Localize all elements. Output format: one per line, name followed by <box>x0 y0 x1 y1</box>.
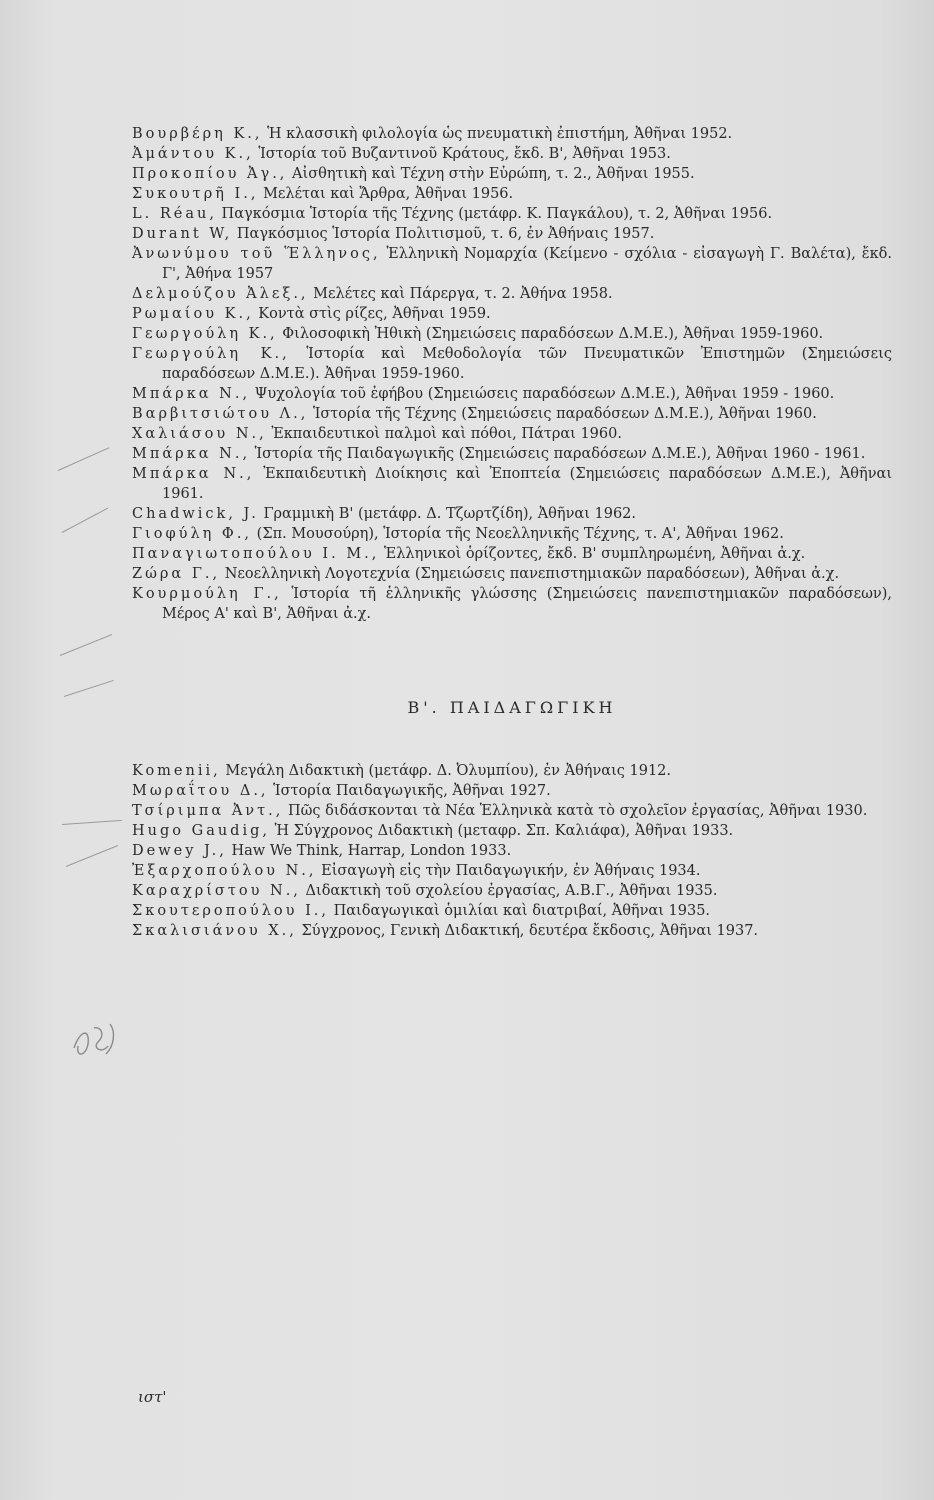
entry-text: Σύγχρονος, Γενικὴ Διδακτική, δευτέρα ἔκδοσις, Ἀθῆναι 1937. <box>296 923 759 939</box>
bibliography-entry <box>132 444 892 464</box>
bibliography-section-b <box>132 761 892 941</box>
entry-author: Βουρβέρη Κ., <box>132 126 263 142</box>
entry-text: Ἱστορία τοῦ Βυζαντινοῦ Κράτους, ἔκδ. Β', Ἀθῆναι 1953. <box>253 146 671 162</box>
entry-author: Μπάρκα Ν., <box>132 466 255 482</box>
entry-author: Χαλιάσου Ν., <box>132 426 267 442</box>
bibliography-entry <box>132 184 892 204</box>
entry-author: Durant W, <box>132 226 233 242</box>
entry-text: Νεοελληνικὴ Λογοτεχνία (Σημειώσεις πανεπιστημιακῶν παραδόσεων), Ἀθῆναι ἀ.χ. <box>220 566 840 582</box>
bibliography-entry <box>132 504 892 524</box>
bibliography-entry <box>132 284 892 304</box>
entry-text: Μελέται καὶ Ἄρθρα, Ἀθῆναι 1956. <box>258 186 514 202</box>
bibliography <box>132 124 892 941</box>
bibliography-entry <box>132 584 892 624</box>
entry-author: Μωραΐτου Δ., <box>132 783 269 799</box>
entry-author: Καραχρίστου Ν., <box>132 883 301 899</box>
bibliography-entry <box>132 861 892 881</box>
bibliography-entry <box>132 204 892 224</box>
pencil-margin-mark <box>58 447 110 471</box>
entry-text: Ἑλληνικὴ Νομαρχία (Κείμενο - σχόλια - εἰσαγωγὴ Γ. Βαλέτα), ἔκδ. Γ', Ἀθήνα 1957 <box>162 246 892 282</box>
entry-author: Τσίριμπα Ἀντ., <box>132 803 284 819</box>
bibliography-entry <box>132 781 892 801</box>
entry-author: Ρωμαίου Κ., <box>132 306 254 322</box>
entry-text: Εἰσαγωγὴ εἰς τὴν Παιδαγωγικήν, ἐν Ἀθήναις 1934. <box>316 863 701 879</box>
entry-author: Κουρμούλη Γ., <box>132 586 282 602</box>
bibliography-entry <box>132 324 892 344</box>
entry-text: Μελέτες καὶ Πάρεργα, τ. 2. Ἀθήνα 1958. <box>308 286 613 302</box>
entry-text: Ἱστορία τῆς Παιδαγωγικῆς (Σημειώσεις παραδόσεων Δ.Μ.Ε.), Ἀθῆναι 1960 - 1961. <box>250 446 866 462</box>
entry-text: Παγκόσμιος Ἱστορία Πολιτισμοῦ, τ. 6, ἐν Ἀθήναις 1957. <box>232 226 655 242</box>
bibliography-entry <box>132 244 892 284</box>
entry-author: Ἐξαρχοπούλου Ν., <box>132 863 317 879</box>
entry-text: Ἱστορία Παιδαγωγικῆς, Ἀθῆναι 1927. <box>268 783 551 799</box>
entry-author: Συκουτρῆ Ι., <box>132 186 259 202</box>
bibliography-entry <box>132 124 892 144</box>
entry-text: Ἱστορία τῆ ἑλληνικῆς γλώσσης (Σημειώσεις πανεπιστημιακῶν παραδόσεων), Μέρος Α' καὶ Β', Ἀθῆναι ἀ.χ. <box>162 586 893 622</box>
entry-author: Μπάρκα Ν., <box>132 446 251 462</box>
bibliography-entry <box>132 881 892 901</box>
pencil-margin-mark <box>64 680 114 697</box>
bibliography-entry <box>132 404 892 424</box>
entry-author: Βαρβιτσιώτου Λ., <box>132 406 309 422</box>
bibliography-entry <box>132 544 892 564</box>
bibliography-entry <box>132 821 892 841</box>
entry-text: Ἡ κλασσικὴ φιλολογία ὡς πνευματικὴ ἐπιστήμη, Ἀθῆναι 1952. <box>262 126 733 142</box>
bibliography-entry <box>132 164 892 184</box>
pencil-margin-mark <box>66 845 118 867</box>
entry-author: Γεωργούλη Κ., <box>132 326 278 342</box>
section-heading: Β'. ΠΑΙΔΑΓΩΓΙΚΗ <box>407 698 617 717</box>
page-number: ιστ' <box>138 1388 167 1406</box>
entry-author: L. Réau, <box>132 206 217 222</box>
entry-text: Ἱστορία καὶ Μεθοδολογία τῶν Πνευματικῶν Ἐπιστημῶν (Σημειώσεις παραδόσεων Δ.Μ.Ε.). Ἀθῆναι 1959-1960. <box>162 346 892 382</box>
entry-text: Ἐκπαιδευτικὴ Διοίκησις καὶ Ἐποπτεία (Σημειώσεις παραδόσεων Δ.Μ.Ε.), Ἀθῆναι 1961. <box>162 466 892 502</box>
entry-author: Σκουτεροπούλου Ι., <box>132 903 330 919</box>
bibliography-section-a <box>132 124 892 624</box>
bibliography-entry <box>132 144 892 164</box>
entry-author: Ζώρα Γ., <box>132 566 221 582</box>
entry-author: Παναγιωτοπούλου Ι. Μ., <box>132 546 380 562</box>
entry-text: Μεγάλη Διδακτικὴ (μετάφρ. Δ. Ὀλυμπίου), ἐν Ἀθήναις 1912. <box>220 763 672 779</box>
entry-text: Αἰσθητικὴ καὶ Τέχνη στὴν Εὐρώπη, τ. 2., Ἀθῆναι 1955. <box>287 166 695 182</box>
entry-text: Ἐκπαιδευτικοὶ παλμοὶ καὶ πόθοι, Πάτραι 1960. <box>266 426 622 442</box>
bibliography-entry <box>132 564 892 584</box>
bibliography-entry <box>132 464 892 504</box>
entry-text: Haw We Think, Harrap, London 1933. <box>226 843 512 859</box>
entry-text: Ἑλληνικοὶ ὁρίζοντες, ἔκδ. Β' συμπληρωμένη, Ἀθῆναι ἀ.χ. <box>379 546 806 562</box>
entry-author: Γιοφύλη Φ., <box>132 526 253 542</box>
pencil-margin-mark <box>62 820 122 825</box>
bibliography-entry <box>132 524 892 544</box>
bibliography-entry <box>132 801 892 821</box>
entry-author: Hugo Gaudig, <box>132 823 270 839</box>
bibliography-entry <box>132 344 892 384</box>
entry-text: Φιλοσοφικὴ Ἠθικὴ (Σημειώσεις παραδόσεων Δ.Μ.Ε.), Ἀθῆναι 1959-1960. <box>277 326 824 342</box>
entry-author: Ἀνωνύμου τοῦ Ἕλληνος, <box>132 246 381 262</box>
entry-text: Παγκόσμια Ἱστορία τῆς Τέχνης (μετάφρ. Κ. Παγκάλου), τ. 2, Ἀθῆναι 1956. <box>216 206 773 222</box>
entry-author: Chadwick, J. <box>132 506 259 522</box>
bibliography-entry <box>132 841 892 861</box>
entry-author: Προκοπίου Ἀγ., <box>132 166 288 182</box>
entry-text: Παιδαγωγικαὶ ὁμιλίαι καὶ διατριβαί, Ἀθῆναι 1935. <box>329 903 711 919</box>
entry-author: Δελμούζου Ἀλεξ., <box>132 286 309 302</box>
bibliography-entry <box>132 761 892 781</box>
entry-author: Dewey J., <box>132 843 227 859</box>
entry-text: Ἡ Σύγχρονος Διδακτικὴ (μεταφρ. Σπ. Καλιάφα), Ἀθῆναι 1933. <box>269 823 734 839</box>
bibliography-entry <box>132 384 892 404</box>
entry-author: Ἀμάντου Κ., <box>132 146 254 162</box>
entry-text: Κοντὰ στὶς ρίζες, Ἀθῆναι 1959. <box>253 306 491 322</box>
pencil-margin-mark <box>62 508 108 533</box>
entry-text: Διδακτικὴ τοῦ σχολείου ἐργασίας, Α.Β.Γ., Ἀθῆναι 1935. <box>300 883 718 899</box>
bibliography-entry <box>132 921 892 941</box>
entry-author: Γεωργούλη Κ., <box>132 346 290 362</box>
entry-author: Σκαλισιάνου Χ., <box>132 923 297 939</box>
entry-text: (Σπ. Μουσούρη), Ἱστορία τῆς Νεοελληνικῆς Τέχνης, τ. Α', Ἀθῆναι 1962. <box>252 526 784 542</box>
bibliography-entry <box>132 224 892 244</box>
entry-text: Ἱστορία τῆς Τέχνης (Σημειώσεις παραδόσεων Δ.Μ.Ε.), Ἀθῆναι 1960. <box>308 406 817 422</box>
bibliography-entry <box>132 901 892 921</box>
bibliography-entry <box>132 304 892 324</box>
entry-author: Komenii, <box>132 763 221 779</box>
entry-text: Ψυχολογία τοῦ ἐφήβου (Σημειώσεις παραδόσεων Δ.Μ.Ε.), Ἀθῆναι 1959 - 1960. <box>250 386 835 402</box>
entry-text: Γραμμικὴ Β' (μετάφρ. Δ. Τζωρτζίδη), Ἀθῆναι 1962. <box>258 506 636 522</box>
bibliography-entry <box>132 424 892 444</box>
entry-author: Μπάρκα Ν., <box>132 386 251 402</box>
pencil-scribble-icon <box>66 1008 126 1068</box>
entry-text: Πῶς διδάσκονται τὰ Νέα Ἑλληνικὰ κατὰ τὸ σχολεῖον ἐργασίας, Ἀθῆναι 1930. <box>283 803 868 819</box>
pencil-margin-mark <box>60 634 112 656</box>
